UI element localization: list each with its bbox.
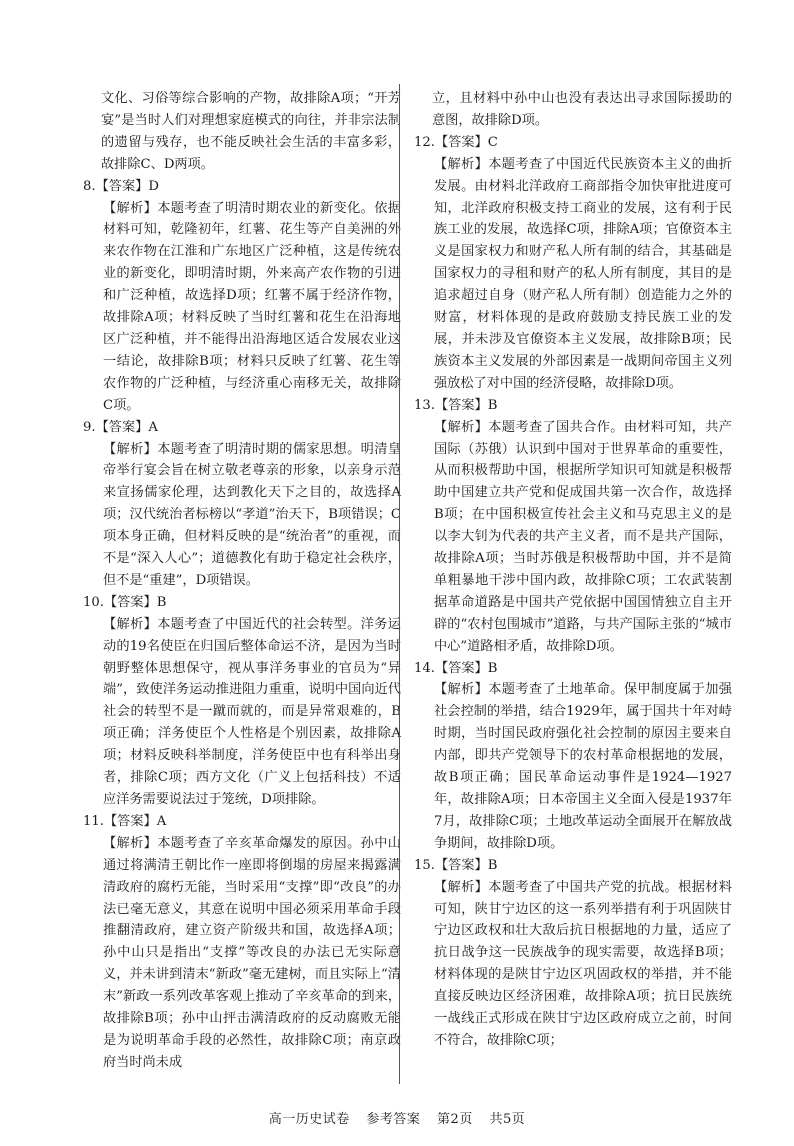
q10-analysis: 【解析】本题考查了中国近代的社会转型。洋务运动的19名使臣在归国后整体命运不济，是因为当时朝野整体思想保守，视从事洋务事业的官员为“异端”，致使洋务运动推进阻力重重，说明中国向近代社会的转型不是一蹴而就的，而是异常艰难的，B项正确；洋务使臣个人性格是个别因素，故排除A项；材料反映科举制度，洋务使臣中也有科举出身者，排除C项；西方文化（广义上包括科技）不适应洋务需要说法过于笼统，D项排除。	[103, 616, 401, 807]
continued-text-right: 立，且材料中孙中山也没有表达出寻求国际援助的意图，故排除D项。	[432, 91, 732, 128]
q14-answer: 14.【答案】B	[414, 660, 498, 676]
q9-analysis: 【解析】本题考查了明清时期的儒家思想。明清皇帝举行宴会旨在树立敬老尊亲的形象，以亲身示范来宣扬儒家伦理，达到教化天下之目的，故选择A项；汉代统治者标榜以“孝道”治天下，B项错误；C项本身正确，但材料反映的是“统治者”的重视，而不是“深入人心”；道德教化有助于稳定社会秩序，但不是“重建”，D项错误。	[103, 441, 401, 588]
q14-analysis: 【解析】本题考查了土地革命。保甲制度属于加强社会控制的举措，结合1929年，属于国共十年对峙时期，当时国民政府强化社会控制的原因主要来自内部，即共产党领导下的农村革命根据地的发展，故B项正确；国民革命运动事件是1924—1927年，故排除A项；日本帝国主义全面入侵是1937年7月，故排除C项；土地改革运动全面展开在解放战争期间，故排除D项。	[434, 682, 732, 851]
q11-analysis: 【解析】本题考查了辛亥革命爆发的原因。孙中山通过将满清王朝比作一座即将倒塌的房屋来揭露满清政府的腐朽无能，当时采用“支撑”即“改良”的办法已毫无意义，其意在说明中国必须采用革命手段推翻清政府，建立资产阶级共和国，故选择A项；孙中山只是指出“支撑”等改良的办法已无实际意义，并未讲到清末“新政”毫无建树，而且实际上“清末”新政一系列改革客观上推动了辛亥革命的到来，故排除B项；孙中山抨击满清政府的反动腐败无能是为说明革命手段的必然性，故排除C项；南京政府当时尚未成	[103, 835, 401, 1070]
footer-page-number: 第2页	[437, 1112, 473, 1127]
q12-analysis: 【解析】本题考查了中国近代民族资本主义的曲折发展。由材料北洋政府工商部指令加快审批进度可知，北洋政府积极支持工商业的发展，这有利于民族工业的发展，故选择C项，排除A项；官僚资本主义是国家权力和财产私人所有制的结合，其基础是国家权力的寻租和财产的私人所有制度，其目的是追求超过自身（财产私人所有制）创造能力之外的财富，材料体现的是政府鼓励支持民族工业的发展，并未涉及官僚资本主义发展，故排除B项；民族资本主义发展的外部因素是一战期间帝国主义列强放松了对中国的经济侵略，故排除D项。	[434, 156, 732, 391]
continued-text-left: 文化、习俗等综合影响的产物，故排除A项；“开芳宴”是当时人们对理想家庭模式的向往，并非宗法制的遗留与残存，也不能反映社会生活的丰富多彩，故排除C、D两项。	[101, 91, 401, 172]
q15-answer: 15.【答案】B	[414, 857, 498, 873]
q8-analysis: 【解析】本题考查了明清时期农业的新变化。依据材料可知，乾隆初年，红薯、花生等产自美洲的外来农作物在江淮和广东地区广泛种植，这是传统农业的新变化，即明清时期，外来高产农作物的引进和广泛种植，故选择D项；红薯不属于经济作物，故排除A项；材料反映了当时红薯和花生在沿海地区广泛种植，并不能得出沿海地区适合发展农业这一结论，故排除B项；材料只反映了红薯、花生等农作物的广泛种植，与经济重心南移无关，故排除C项。	[103, 200, 401, 413]
footer-subtitle: 参考答案	[366, 1112, 421, 1127]
right-column	[414, 88, 732, 1052]
left-column	[83, 88, 401, 1074]
q9-answer: 9.【答案】A	[83, 419, 158, 435]
footer-total-pages: 共5页	[489, 1112, 526, 1127]
page-footer	[0, 1108, 794, 1127]
q8-answer: 8.【答案】D	[83, 178, 159, 194]
q15-analysis: 【解析】本题考查了中国共产党的抗战。根据材料可知，陕甘宁边区的这一系列举措有利于巩固陕甘宁边区政权和壮大敌后抗日根据地的力量，适应了抗日战争这一民族战争的现实需要，故选择B项；材料体现的是陕甘宁边区巩固政权的举措，并不能直接反映边区经济困难，故排除A项；抗日民族统一战线正式形成在陕甘宁边区政府成立之前，时间不符合，故排除C项；	[434, 879, 732, 1048]
q11-answer: 11.【答案】A	[83, 813, 167, 829]
footer-title: 高一历史试卷	[268, 1112, 350, 1127]
q12-answer: 12.【答案】C	[414, 134, 498, 150]
q13-analysis: 【解析】本题考查了国共合作。由材料可知，共产国际（苏俄）认识到中国对于世界革命的重要性，从而积极帮助中国，根据所学知识可知就是积极帮助中国建立共产党和促成国共第一次合作，故选择B项；在中国积极宣传社会主义和马克思主义的是以李大钊为代表的共产主义者，而不是共产国际，故排除A项；当时苏俄是积极帮助中国，并不是简单粗暴地干涉中国内政，故排除C项；工农武装割据革命道路是中国共产党依据中国国情独立自主开辟的“农村包围城市”道路，与共产国际主张的“城市中心”道路相矛盾，故排除D项。	[434, 419, 732, 654]
q13-answer: 13.【答案】B	[414, 397, 498, 413]
column-divider	[399, 84, 400, 1084]
q10-answer: 10.【答案】B	[83, 594, 167, 610]
